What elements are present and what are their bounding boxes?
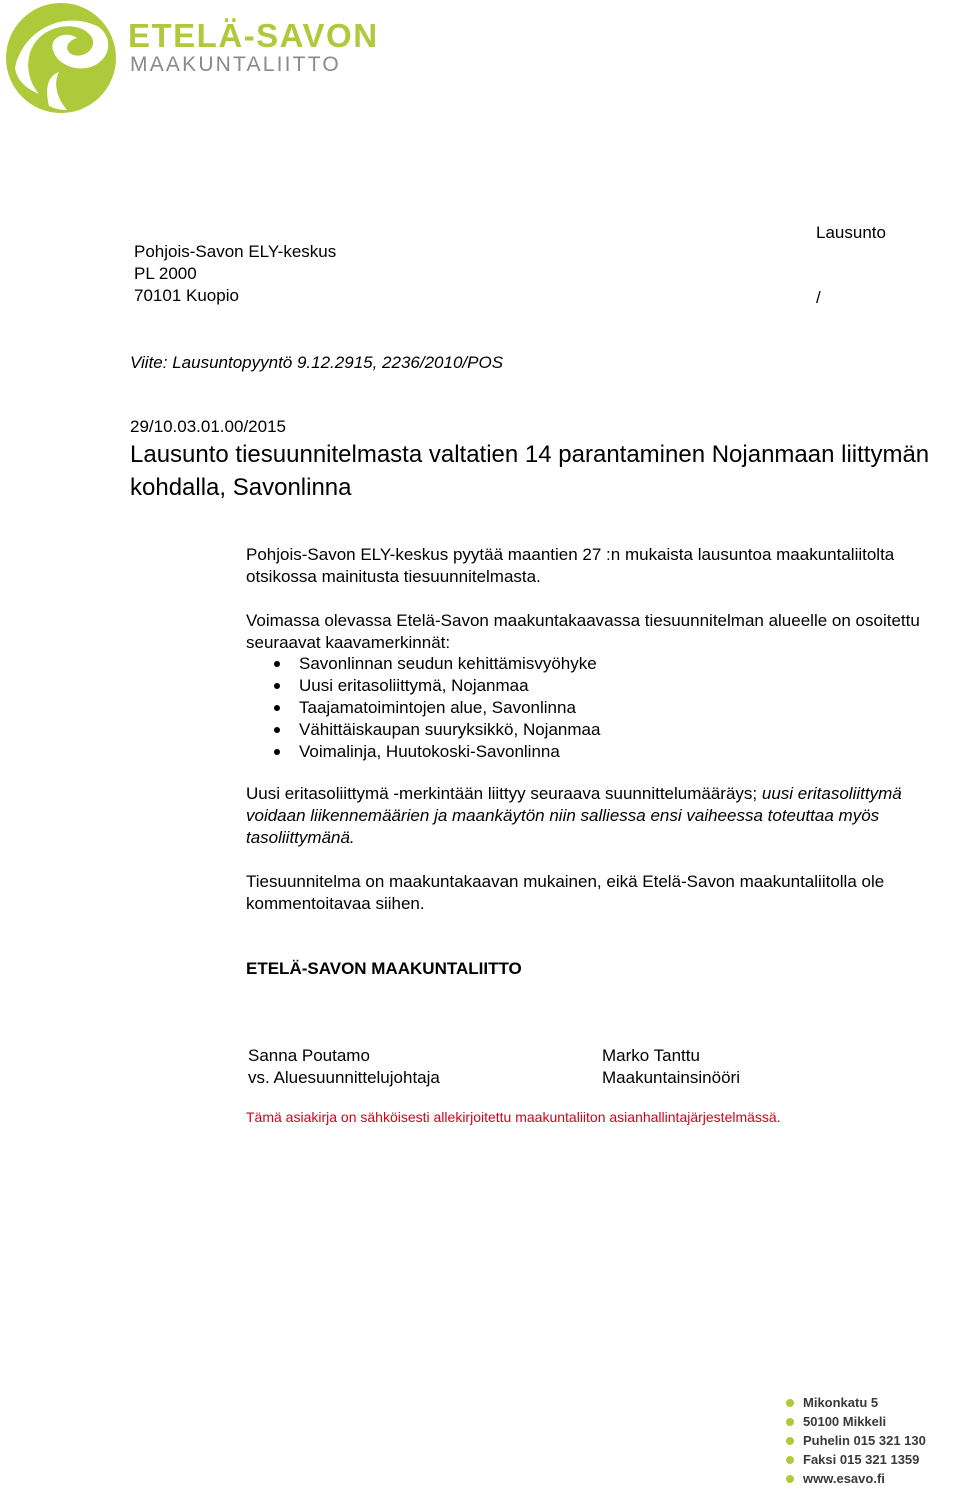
list-item: Uusi eritasoliittymä, Nojanmaa [272,675,600,697]
paragraph-conclusion: Tiesuunnitelma on maakuntakaavan mukainen, eikä Etelä-Savon maakuntaliitolla ole kommentoitavaa siihen. [246,872,885,913]
recipient-line: Pohjois-Savon ELY-keskus [134,242,337,261]
signatory-title: Maakuntainsinööri [602,1068,740,1087]
document-number: 29/10.03.01.00/2015 [130,417,286,436]
paragraph-request: Pohjois-Savon ELY-keskus pyytää maantien 27 :n mukaista lausuntoa maakuntaliitolta otsikossa mainitusta tiesuunnitelmasta. [246,545,895,586]
logo-icon [5,2,117,114]
footer-contact [786,1393,926,1488]
logo-subtitle: MAAKUNTALIITTO [130,53,341,76]
list-item: Taajamatoimintojen alue, Savonlinna [272,697,600,719]
signatory-name: Sanna Poutamo [248,1046,370,1065]
logo-name: ETELÄ-SAVON [128,17,379,54]
paragraph-planning-regulation [246,783,958,849]
regulation-intro: Uusi eritasoliittymä -merkintään liittyy seuraava suunnittelumääräys; [246,784,762,803]
organization-signature: ETELÄ-SAVON MAAKUNTALIITTO [246,959,522,978]
document-type: Lausunto [816,223,886,242]
bullet-icon [786,1437,794,1445]
signatory-title: vs. Aluesuunnittelujohtaja [248,1068,440,1087]
signatory-block [602,1045,740,1089]
document-title: Lausunto tiesuunnitelmasta valtatien 14 parantaminen Nojanmaan liittymän kohdalla, Savonlinna [130,441,930,501]
footer-line: 50100 Mikkeli [786,1412,926,1431]
footer-line [786,1469,926,1488]
signatory-name: Marko Tanttu [602,1046,700,1065]
list-item: Savonlinnan seudun kehittämisvyöhyke [272,653,600,675]
bullet-icon [786,1418,794,1426]
document-date: / [816,288,821,307]
bullet-icon [786,1475,794,1483]
reference-line: Viite: Lausuntopyyntö 9.12.2915, 2236/2010/POS [130,353,504,372]
paragraph-plan-markings: Voimassa olevassa Etelä-Savon maakuntakaavassa tiesuunnitelman alueelle on osoitettu seuraavat kaavamerkinnät: [246,611,920,652]
signatory-block [248,1045,440,1089]
recipient-line: 70101 Kuopio [134,286,239,305]
electronic-signature-notice: Tämä asiakirja on sähköisesti allekirjoitettu maakuntaliiton asianhallintajärjestelmässä. [246,1109,781,1125]
plan-markings-list [272,653,600,763]
bullet-icon [786,1456,794,1464]
regulation-text: uusi eritasoliittymä voidaan liikennemäärien ja maankäytön niin salliessa ensi vaiheessa toteuttaa myös tasoliittymänä. [246,784,902,847]
recipient-address [134,241,336,307]
bullet-icon [786,1399,794,1407]
recipient-line: PL 2000 [134,264,197,283]
list-item: Voimalinja, Huutokoski-Savonlinna [272,741,600,763]
footer-line: Faksi 015 321 1359 [786,1450,926,1469]
website-link[interactable]: www.esavo.fi [803,1471,885,1486]
footer-line: Mikonkatu 5 [786,1393,926,1412]
list-item: Vähittäiskaupan suuryksikkö, Nojanmaa [272,719,600,741]
footer-line: Puhelin 015 321 130 [786,1431,926,1450]
